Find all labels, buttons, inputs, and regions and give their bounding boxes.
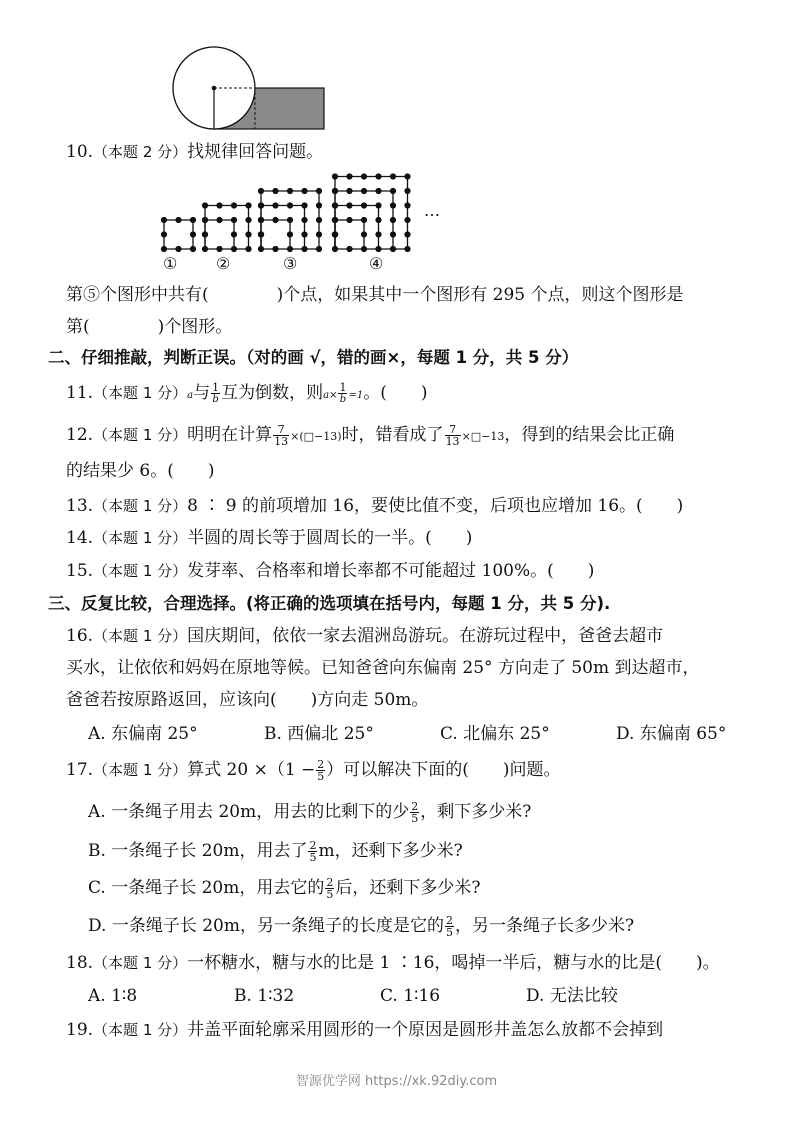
fraction — [316, 759, 325, 782]
denominator: 5 — [317, 770, 325, 783]
denominator: b — [339, 394, 347, 405]
question-number: 13. — [66, 496, 94, 516]
option-d[interactable] — [88, 914, 634, 938]
denominator: 5 — [446, 926, 453, 939]
question-text: 国庆期间，依依一家去湄洲岛游玩。在游玩过程中，爸爸去超市 — [187, 626, 664, 646]
text: ，剩下多少米? — [420, 802, 532, 822]
text: A. 一条绳子用去 20m，用去的比剩下的少 — [88, 802, 410, 822]
section-3-title: 三、反复比较，合理选择。(将正确的选项填在括号内，每题 1 分，共 5 分). — [48, 594, 611, 613]
option-c[interactable]: C. 1∶16 — [380, 986, 441, 1006]
question-text: 一杯糖水，糖与水的比是 1 ∶16，喝掉一半后，糖与水的比是( )。 — [187, 953, 720, 973]
text: 时，错看成了 — [341, 425, 444, 445]
option-a[interactable] — [88, 800, 531, 824]
option-a[interactable]: A. 1∶8 — [88, 986, 138, 1006]
question-10-heading — [66, 140, 323, 164]
option-d[interactable]: D. 无法比较 — [526, 986, 618, 1006]
text: 互为倒数，则 — [221, 383, 324, 403]
question-text: 井盖平面轮廓采用圆形的一个原因是圆形井盖怎么放都不会掉到 — [187, 1020, 664, 1040]
score-tag: （本题 1 分） — [93, 1021, 188, 1039]
question-number: 12. — [66, 425, 94, 445]
option-c[interactable] — [88, 876, 481, 900]
expr: =1 — [348, 390, 364, 401]
figure-label-3: ③ — [283, 254, 298, 273]
option-b[interactable] — [88, 839, 463, 863]
question-10-line1: 第⑤个图形中共有( )个点，如果其中一个图形有 295 个点，则这个图形是 — [66, 285, 684, 305]
question-17 — [66, 758, 561, 782]
question-number: 16. — [66, 626, 94, 646]
fraction — [445, 915, 454, 938]
text: D. 一条绳子长 20m，另一条绳子的长度是它的 — [88, 916, 444, 936]
option-a[interactable]: A. 东偏南 25° — [88, 724, 198, 744]
denominator: 5 — [309, 851, 317, 864]
text: C. 一条绳子长 20m，用去它的 — [88, 878, 325, 898]
question-12-line2: 的结果少 6。( ) — [66, 461, 215, 481]
text: 后，还剩下多少米? — [335, 878, 481, 898]
numerator: 1 — [339, 381, 347, 394]
text: ，得到的结果会比正确 — [504, 425, 675, 445]
numerator: 7 — [273, 424, 289, 436]
score-tag: （本题 1 分） — [93, 426, 188, 444]
question-text: 发芽率、合格率和增长率都不可能超过 100%。( ) — [187, 561, 595, 581]
score-tag: （本题 1 分） — [93, 384, 188, 402]
score-tag: （本题 1 分） — [93, 627, 188, 645]
numerator: 2 — [326, 876, 334, 889]
option-d[interactable]: D. 东偏南 65° — [616, 724, 727, 744]
section-2-title: 二、仔细推敲，判断正误。（对的画 √，错的画×，每题 1 分，共 5 分） — [48, 348, 579, 367]
question-text: 半圆的周长等于圆周长的一半。( ) — [187, 528, 473, 548]
question-number: 15. — [66, 561, 94, 581]
fraction — [410, 801, 419, 824]
question-16-options — [88, 722, 726, 746]
question-18-options — [88, 984, 618, 1008]
denominator: 13 — [274, 435, 289, 448]
figure-label-2: ② — [216, 254, 231, 273]
question-15 — [66, 559, 594, 583]
text: m，还剩下多少米? — [318, 841, 463, 861]
question-16-line3: 爸爸若按原路返回，应该向( )方向走 50m。 — [66, 690, 429, 710]
question-19 — [66, 1018, 663, 1042]
question-11 — [66, 381, 427, 408]
score-tag: （本题 1 分） — [93, 954, 188, 972]
question-18 — [66, 951, 720, 975]
fraction — [211, 382, 220, 405]
score-tag: （本题 1 分） — [93, 562, 188, 580]
text: 与 — [193, 383, 211, 403]
denominator: 13 — [445, 435, 460, 448]
question-text: 8 ∶ 9 的前项增加 16，要使比值不变，后项也应增加 16。( ) — [187, 496, 684, 516]
score-tag: （本题 1 分） — [93, 497, 188, 515]
numerator: 2 — [411, 800, 419, 813]
expr: ×(□−13) — [290, 430, 342, 443]
fraction — [325, 877, 334, 900]
numerator: 1 — [212, 381, 220, 394]
question-number: 11. — [66, 383, 94, 403]
expr: ×□−13 — [461, 430, 505, 443]
text: B. 一条绳子长 20m，用去了 — [88, 841, 308, 861]
circle-rectangle-figure — [170, 44, 330, 134]
numerator: 2 — [317, 758, 325, 771]
text: 。( ) — [363, 383, 428, 403]
option-b[interactable]: B. 1∶32 — [234, 986, 295, 1006]
figure-label-4: ④ — [369, 254, 384, 273]
question-13 — [66, 494, 683, 518]
denominator: b — [212, 394, 219, 405]
score-tag: （本题 1 分） — [93, 761, 188, 779]
question-16-line2: 买水，让依依和妈妈在原地等候。已知爸爸向东偏南 25° 方向走了 50m 到达超市， — [66, 658, 700, 678]
text: 算式 20 ×（1 − — [187, 760, 316, 780]
question-number: 14. — [66, 528, 94, 548]
fraction — [445, 424, 461, 447]
footer-watermark: 智源优学网 https://xk.92diy.com — [295, 1074, 498, 1089]
question-12 — [66, 423, 674, 449]
question-10-line2: 第( )个图形。 — [66, 317, 233, 337]
numerator: 7 — [445, 424, 461, 436]
question-number: 17. — [66, 760, 94, 780]
question-text: 找规律回答问题。 — [187, 142, 324, 162]
figure-label-1: ① — [163, 254, 178, 273]
score-tag: （本题 1 分） — [93, 529, 188, 547]
text: ）可以解决下面的( )问题。 — [326, 760, 561, 780]
ellipsis: … — [424, 201, 440, 220]
question-16-line1 — [66, 624, 663, 648]
numerator: 2 — [309, 839, 317, 852]
dot-pattern-figure — [158, 163, 448, 275]
denominator: 5 — [326, 888, 334, 901]
fraction — [308, 840, 317, 863]
expr: a× — [323, 390, 338, 401]
text: 明明在计算 — [187, 425, 273, 445]
question-number: 19. — [66, 1020, 94, 1040]
option-b[interactable]: B. 西偏北 25° — [264, 724, 374, 744]
question-number: 10. — [66, 142, 94, 162]
numerator: 2 — [446, 914, 453, 927]
text: ，另一条绳子长多少米? — [455, 916, 635, 936]
fraction — [338, 382, 347, 405]
fraction — [273, 424, 289, 447]
option-c[interactable]: C. 北偏东 25° — [440, 724, 550, 744]
score-tag: （本题 2 分） — [93, 143, 188, 161]
var-a: a — [187, 390, 194, 401]
denominator: 5 — [411, 812, 419, 825]
question-14 — [66, 526, 472, 550]
question-number: 18. — [66, 953, 94, 973]
